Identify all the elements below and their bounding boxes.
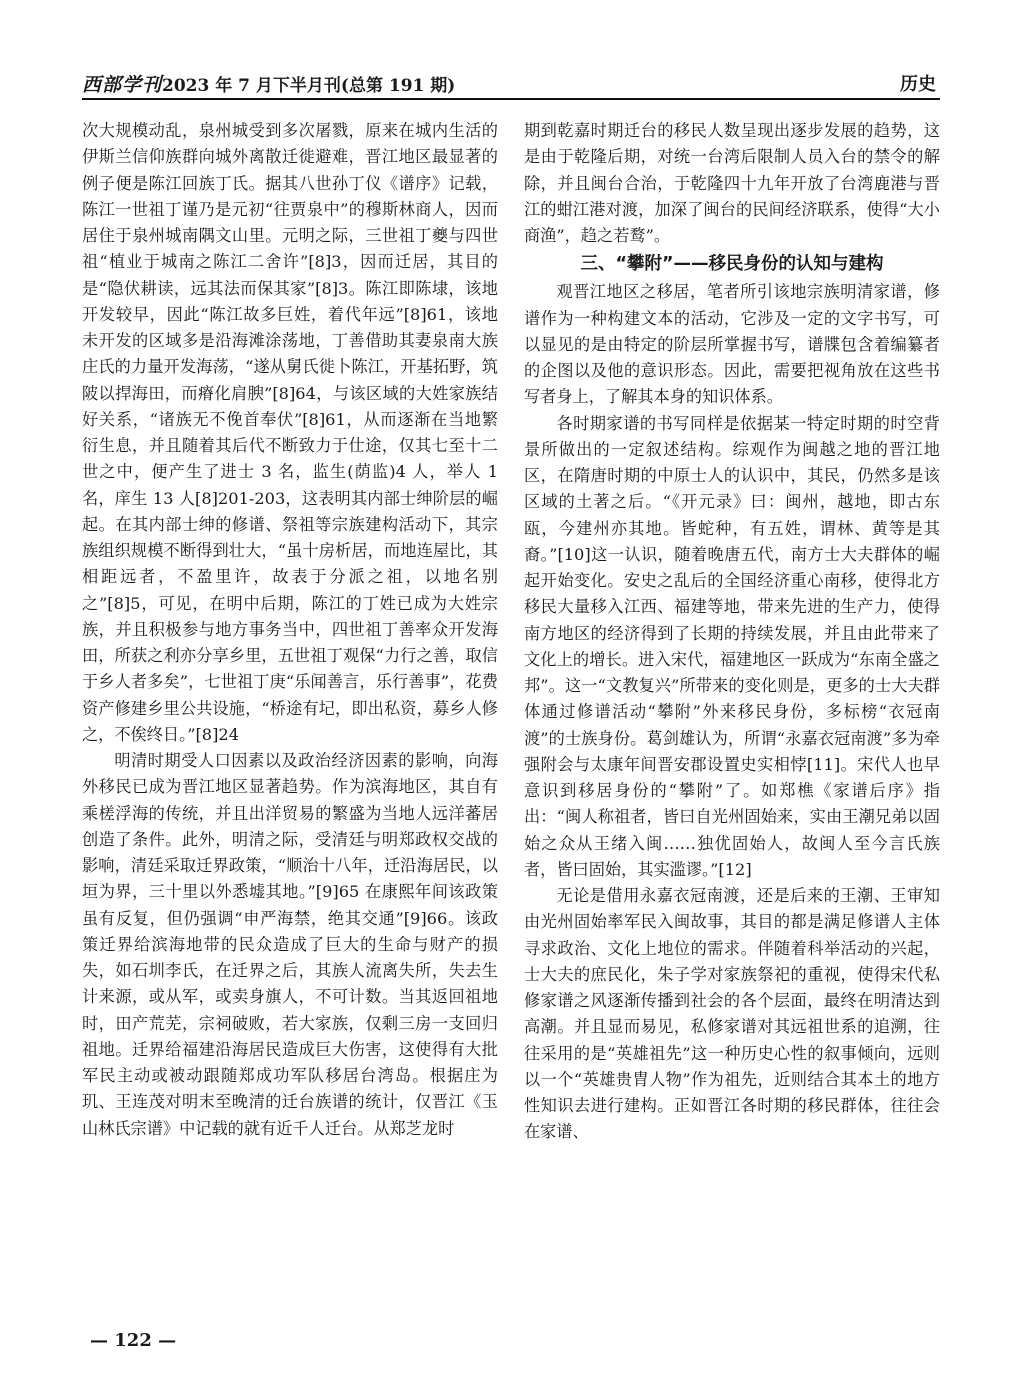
issue-info: 2023 年 7 月下半月刊(总第 191 期)	[162, 76, 456, 96]
paragraph: 观晋江地区之移居，笔者所引该地宗族明清家谱，修谱作为一种构建文本的活动，它涉及一定的文字书写，可以显见的是由特定的阶层所掌握书写，谱牒包含着编纂者的企图以及他的意识形态。因此，需要把视角放在这些书写者身上，了解其本身的知识体系。	[524, 282, 940, 407]
paragraph: 期到乾嘉时期迁台的移民人数呈现出逐步发展的趋势，这是由于乾隆后期，对统一台湾后限制人员入台的禁令的解除，并且闽台合治，于乾隆四十九年开放了台湾鹿港与晋江的蚶江港对渡，加深了闽台的民间经济联系，使得“大小商渔”，趋之若鹜”。	[524, 121, 940, 245]
page-header	[82, 68, 940, 100]
section-label: 历史	[900, 74, 936, 95]
section-heading: 三、“攀附”——移民身份的认知与建构	[580, 254, 884, 275]
journal-logo: 西部学刊	[82, 74, 163, 96]
left-column	[82, 118, 498, 1142]
paragraph: 各时期家谱的书写同样是依据某一特定时期的时空背景所做出的一定叙述结构。综观作为闽越之地的晋江地区，在隋唐时期的中原士人的认识中，其民，仍然多是该区域的土著之后。“《开元录》曰：闽州，越地，即古东瓯，今建州亦其地。皆蛇种，有五姓，谓林、黄等是其裔。”[10]这一认识，随着晚唐五代，南方士大夫群体的崛起开始变化。安史之乱后的全国经济重心南移，使得北方移民大量移入江西、福建等地，带来先进的生产力，使得南方地区的经济得到了长期的持续发展，并且由此带来了文化上的增长。进入宋代，福建地区一跃成为“东南全盛之邦”。这一“文教复兴”所带来的变化则是，更多的士大夫群体通过修谱活动“攀附”外来移民身份，多标榜“衣冠南渡”的士族身份。葛剑雄认为，所谓“永嘉衣冠南渡”多为牵强附会与太康年间晋安郡设置史实相悖[11]。宋代人也早意识到移居身份的“攀附”了。如郑樵《家谱后序》指出：“闽人称祖者，皆曰自光州固始来，实由王潮兄弟以固始之众从王绪入闽……独优固始人，故闽人至今言氏族者，皆曰固始，其实滥谬。”[12]	[524, 413, 940, 879]
paragraph: 明清时期受人口因素以及政治经济因素的影响，向海外移民已成为晋江地区显著趋势。作为滨海地区，其自有乘槎浮海的传统，并且出洋贸易的繁盛为当地人远洋蕃居创造了条件。此外，明清之际，受清廷与明郑政权交战的影响，清廷采取迁界政策，“顺治十八年，迁沿海居民，以垣为界，三十里以外悉墟其地。”[9]65 在康熙年间该政策虽有反复，但仍强调“申严海禁，绝其交通”[9]66。该政策迁界给滨海地带的民众造成了巨大的生命与财产的损失，如石圳李氏，在迁界之后，其族人流离失所，失去生计来源，或从军，或卖身旗人，不可计数。当其返回祖地时，田产荒芜，宗祠破败，若大家族，仅剩三房一支回归祖地。迁界给福建沿海居民造成巨大伤害，这使得有大批军民主动或被动跟随郑成功军队移居台湾岛。根据庄为玑、王连茂对明末至晚清的迁台族谱的统计，仅晋江《玉山林氏宗谱》中记载的就有近千人迁台。从郑芝龙时	[82, 751, 498, 1138]
right-column	[524, 118, 940, 1146]
paragraph: 次大规模动乱，泉州城受到多次屠戮，原来在城内生活的伊斯兰信仰族群向城外离散迁徙避难，晋江地区最显著的例子便是陈江回族丁氏。据其八世孙丁仪《谱序》记载，陈江一世祖丁谨乃是元初“往贾泉中”的穆斯林商人，因而居住于泉州城南隅文山里。元明之际，三世祖丁夔与四世祖“植业于城南之陈江二舍许”[8]3，因而迁居，其目的是“隐伏耕读，远其法而保其家”[8]3。陈江即陈埭，该地开发较早，因此“陈江故多巨姓，着代年远”[8]61，该地未开发的区域多是沿海滩涂荡地，丁善借助其妻泉南大族庄氏的力量开发海荡，“遂从舅氏徙卜陈江，开基拓野，筑陂以捍海田，而瘠化肩腴”[8]64，与该区域的大姓家族结好关系，“诸族无不俛首奉伏”[8]61，从而逐渐在当地繁衍生息，并且随着其后代不断致力于仕途，仅其七至十二世之中，便产生了进士 3 名，监生(荫监)4 人，举人 1 名，庠生 13 人[8]201-203，这表明其内部士绅阶层的崛起。在其内部士绅的修谱、祭祖等宗族建构活动下，其宗族组织规模不断得到壮大，“虽十房析居，而地连屋比，其相距远者，不盈里许，故表于分派之祖，以地名别之”[8]5，可见，在明中后期，陈江的丁姓已成为大姓宗族，并且积极参与地方事务当中，四世祖丁善率众开发海田，所获之利亦分享乡里，五世祖丁观保“力行之善，取信于乡人者多矣”，七世祖丁庚“乐闻善言，乐行善事”，花费资产修建乡里公共设施，“桥途有圮，即出私资，募乡人修之，不俟终日。”[8]24	[82, 121, 498, 744]
page-number: — 122 —	[90, 1330, 177, 1351]
paragraph: 无论是借用永嘉衣冠南渡，还是后来的王潮、王审知由光州固始率军民入闽故事，其目的都是满足修谱人主体寻求政治、文化上地位的需求。伴随着科举活动的兴起，士大夫的庶民化，朱子学对家族祭祀的重视，使得宋代私修家谱之风逐渐传播到社会的各个层面，最终在明清达到高潮。并且显而易见，私修家谱对其远祖世系的追溯，往往采用的是“英雄祖先”这一种历史心性的叙事倾向，远则以一个“英雄贵胄人物”作为祖先，近则结合其本土的地方性知识去进行建构。正如晋江各时期的移民群体，往往会在家谱、	[524, 886, 940, 1142]
